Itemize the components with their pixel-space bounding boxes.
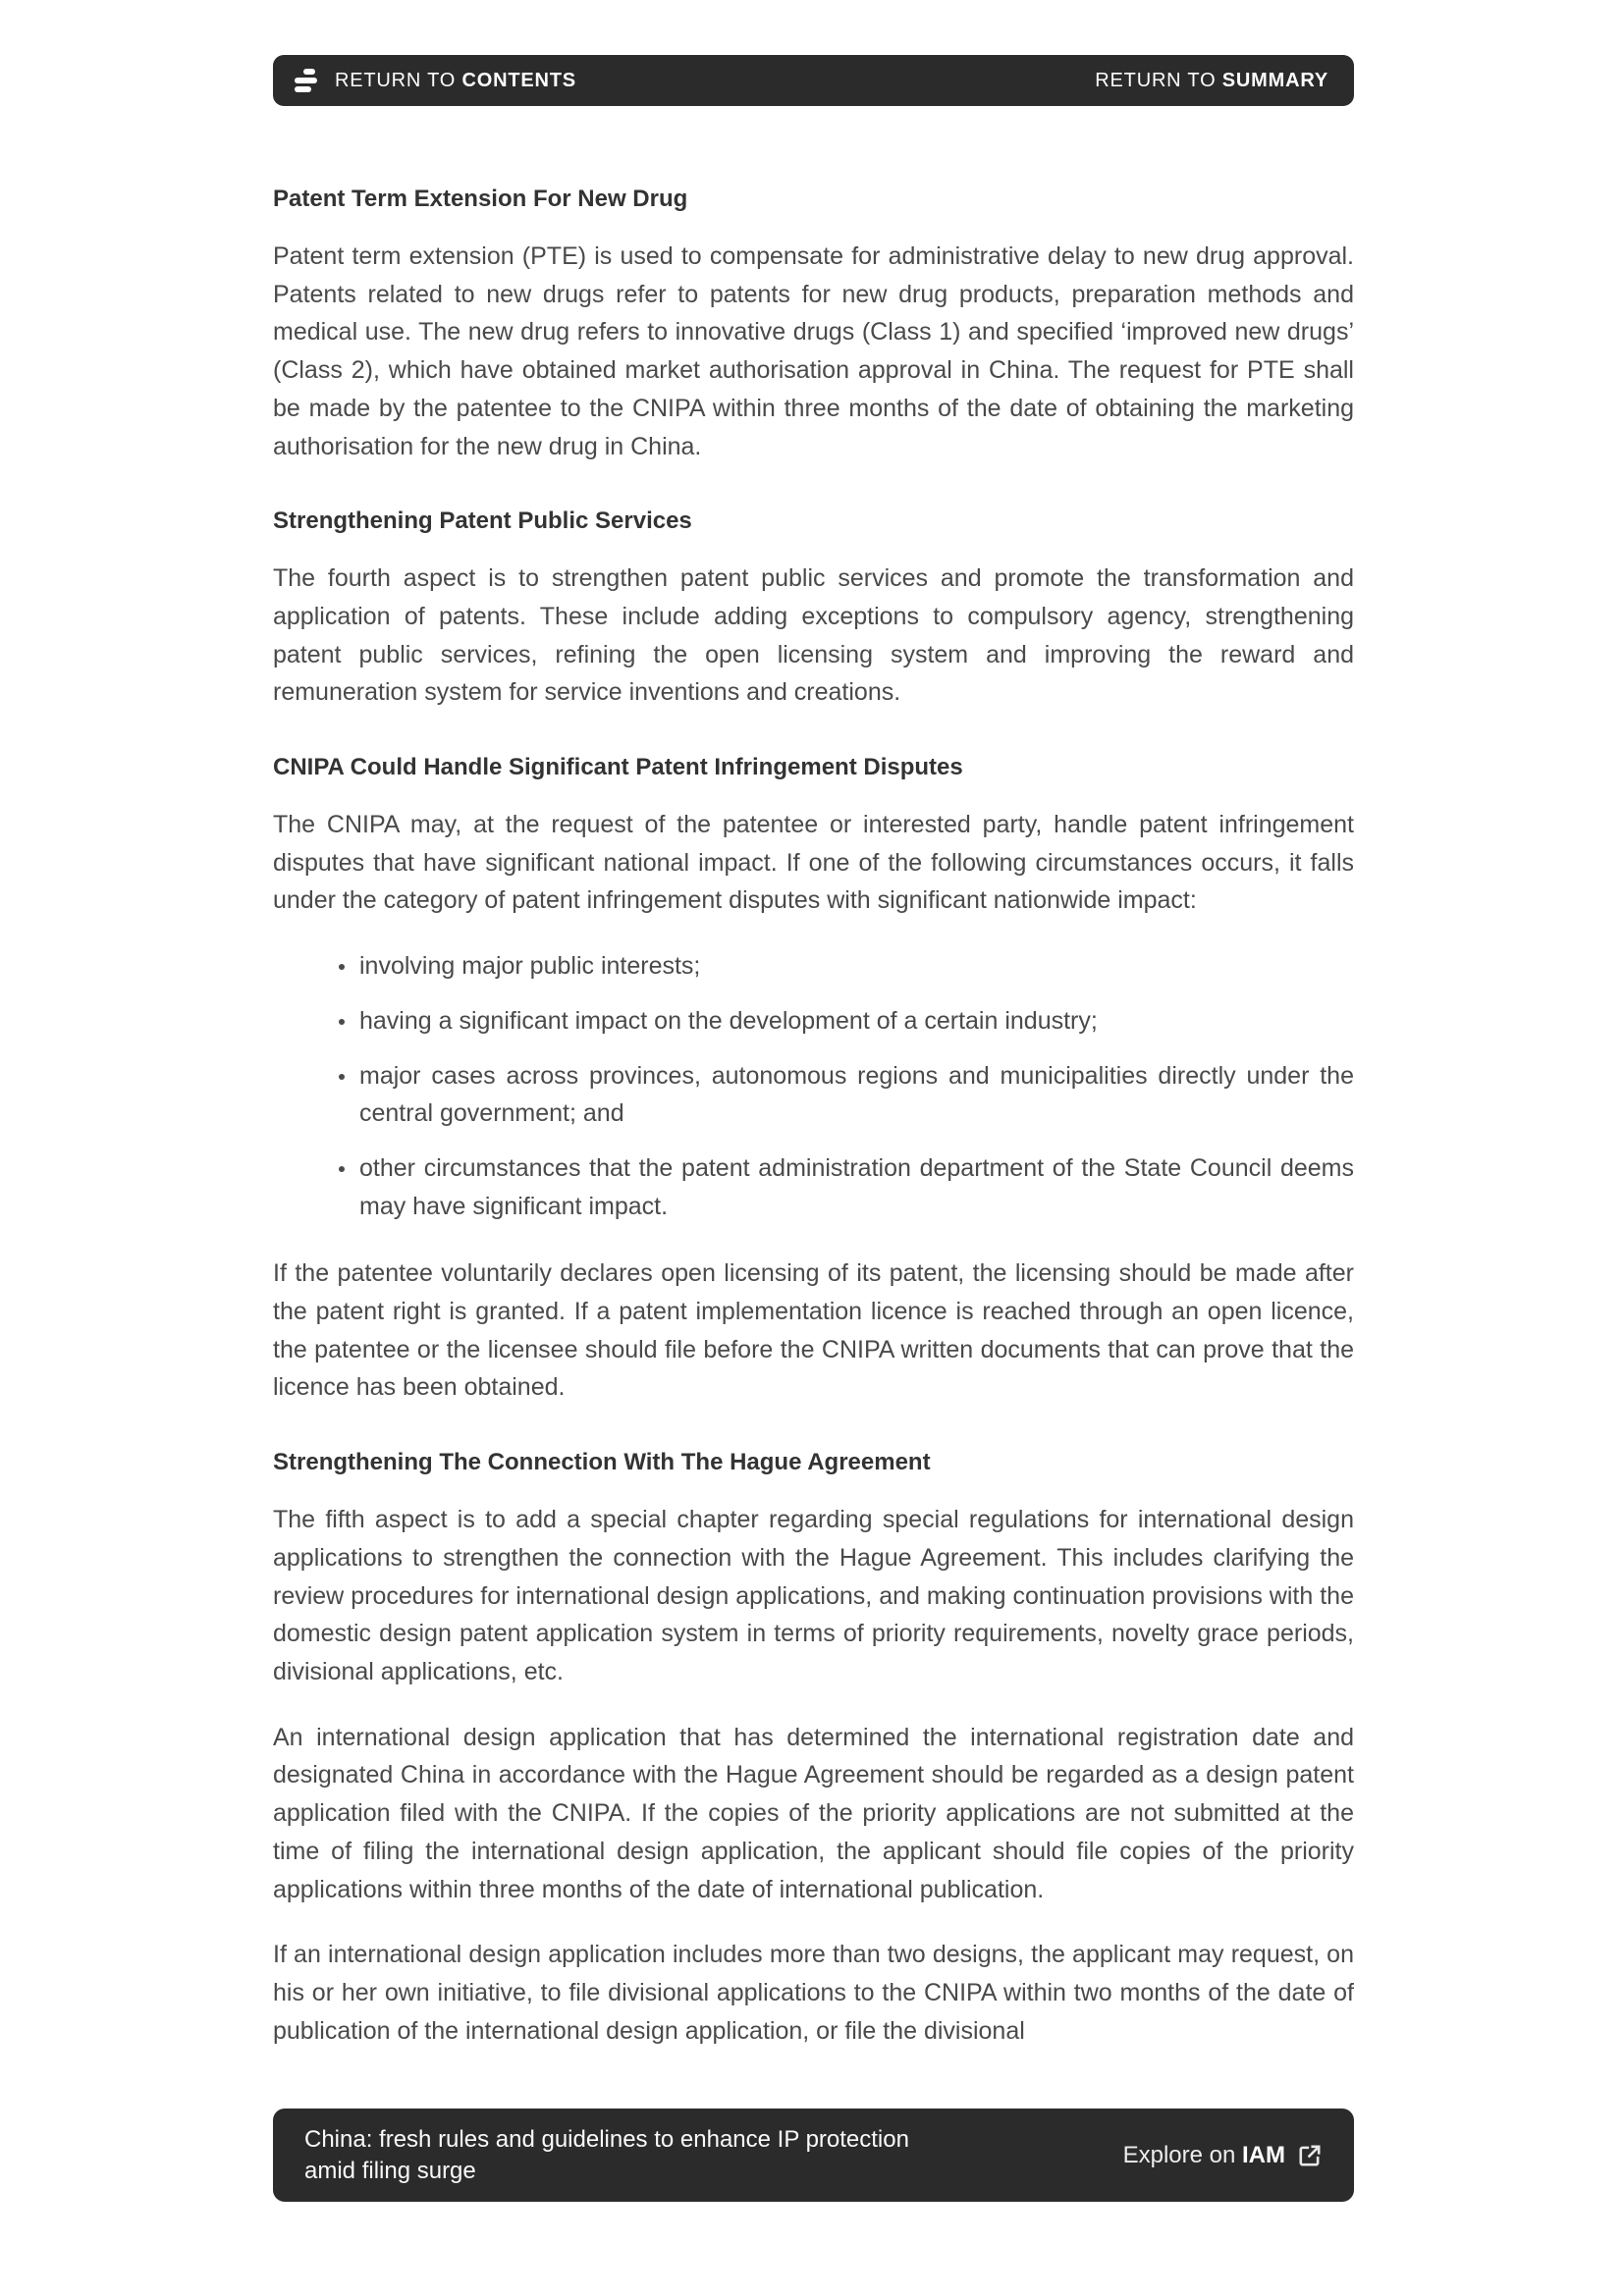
footer-article-title: [304, 2124, 909, 2187]
top-nav-bar: [273, 55, 1354, 106]
paragraph-international-design: An international design application that has determined the international registration date and designated China in accordance with the Hague Agreement should be regarded as a design patent application filed with the CNIPA. If the copies of the priority applications are not submitted at the time of filing the international design application, the applicant should file copies of the priority applications within three months of the date of international publication.: [273, 1723, 1354, 1903]
bullet-icon: [339, 1019, 345, 1025]
return-to-summary-link[interactable]: [1095, 70, 1328, 92]
section-heading-cnipa-disputes: CNIPA Could Handle Significant Patent Infringement Disputes: [273, 754, 963, 781]
section-heading-patent-public-services: Strengthening Patent Public Services: [273, 507, 692, 535]
list-item: having a significant impact on the development of a certain industry;: [273, 1002, 1354, 1041]
bullet-icon: [339, 964, 345, 970]
return-to-contents-label: RETURN TO CONTENTS: [335, 69, 576, 91]
footer-title-line1: China: fresh rules and guidelines to enhance IP protection: [304, 2125, 909, 2153]
impact-criteria-list: [273, 947, 1354, 1225]
explore-on-iam-link[interactable]: [1123, 2142, 1323, 2169]
section-heading-patent-term-extension: Patent Term Extension For New Drug: [273, 186, 688, 212]
paragraph-pte: Patent term extension (PTE) is used to compensate for administrative delay to new drug approval. Patents related to new drugs refer to patents for new drug products, preparation methods and medical use. The new drug refers to innovative drugs (Class 1) and specified ‘improved new drugs’ (Class 2), which have obtained market authorisation approval in China. The request for PTE shall be made by the patentee to the CNIPA within three months of the date of obtaining the marketing authorisation for the new drug in China.: [273, 242, 1354, 460]
bullet-icon: [339, 1166, 345, 1172]
bullet-icon: [339, 1074, 345, 1080]
external-link-icon: [1297, 2143, 1323, 2168]
footer-bar: [273, 2109, 1354, 2202]
list-item: other circumstances that the patent administration department of the State Council deems may have significant impact.: [273, 1149, 1354, 1225]
paragraph-divisional-applications: If an international design application includes more than two designs, the applicant may request, on his or her own initiative, to file divisional applications to the CNIPA within two months of the date of publication of the international design application, or file the divisional: [273, 1941, 1354, 2045]
list-item: involving major public interests;: [273, 947, 1354, 986]
paragraph-open-licensing: If the patentee voluntarily declares open licensing of its patent, the licensing should be made after the patent right is granted. If a patent implementation licence is reached through an open licence, the patentee or the licensee should file before the CNIPA written documents that can prove that the licence has been obtained.: [273, 1259, 1354, 1402]
return-to-contents-link[interactable]: [293, 68, 576, 94]
list-item: major cases across provinces, autonomous regions and municipalities directly under the central government; and: [273, 1057, 1354, 1133]
article-content: [273, 185, 1354, 2050]
return-to-summary-label: RETURN TO SUMMARY: [1095, 69, 1328, 91]
footer-title-line2: amid filing surge: [304, 2157, 476, 2184]
paragraph-cnipa-disputes: The CNIPA may, at the request of the patentee or interested party, handle patent infringement disputes that have significant national impact. If one of the following circumstances occurs, it falls under the category of patent infringement disputes with significant nationwide impact:: [273, 811, 1354, 915]
section-heading-hague-agreement: Strengthening The Connection With The Hague Agreement: [273, 1449, 931, 1476]
contents-list-icon: [293, 68, 319, 94]
explore-on-iam-label: Explore on IAM: [1122, 2141, 1285, 2168]
paragraph-fourth-aspect: The fourth aspect is to strengthen patent public services and promote the transformation and application of patents. These include adding exceptions to compulsory agency, strengthening patent public services, refining the open licensing system and improving the reward and remuneration system for service inventions and creations.: [273, 564, 1354, 707]
paragraph-fifth-aspect: The fifth aspect is to add a special chapter regarding special regulations for international design applications to strengthen the connection with the Hague Agreement. This includes clarifying the review procedures for international design applications, and making continuation provisions with the domestic design patent application system in terms of priority requirements, novelty grace periods, divisional applications, etc.: [273, 1506, 1354, 1685]
